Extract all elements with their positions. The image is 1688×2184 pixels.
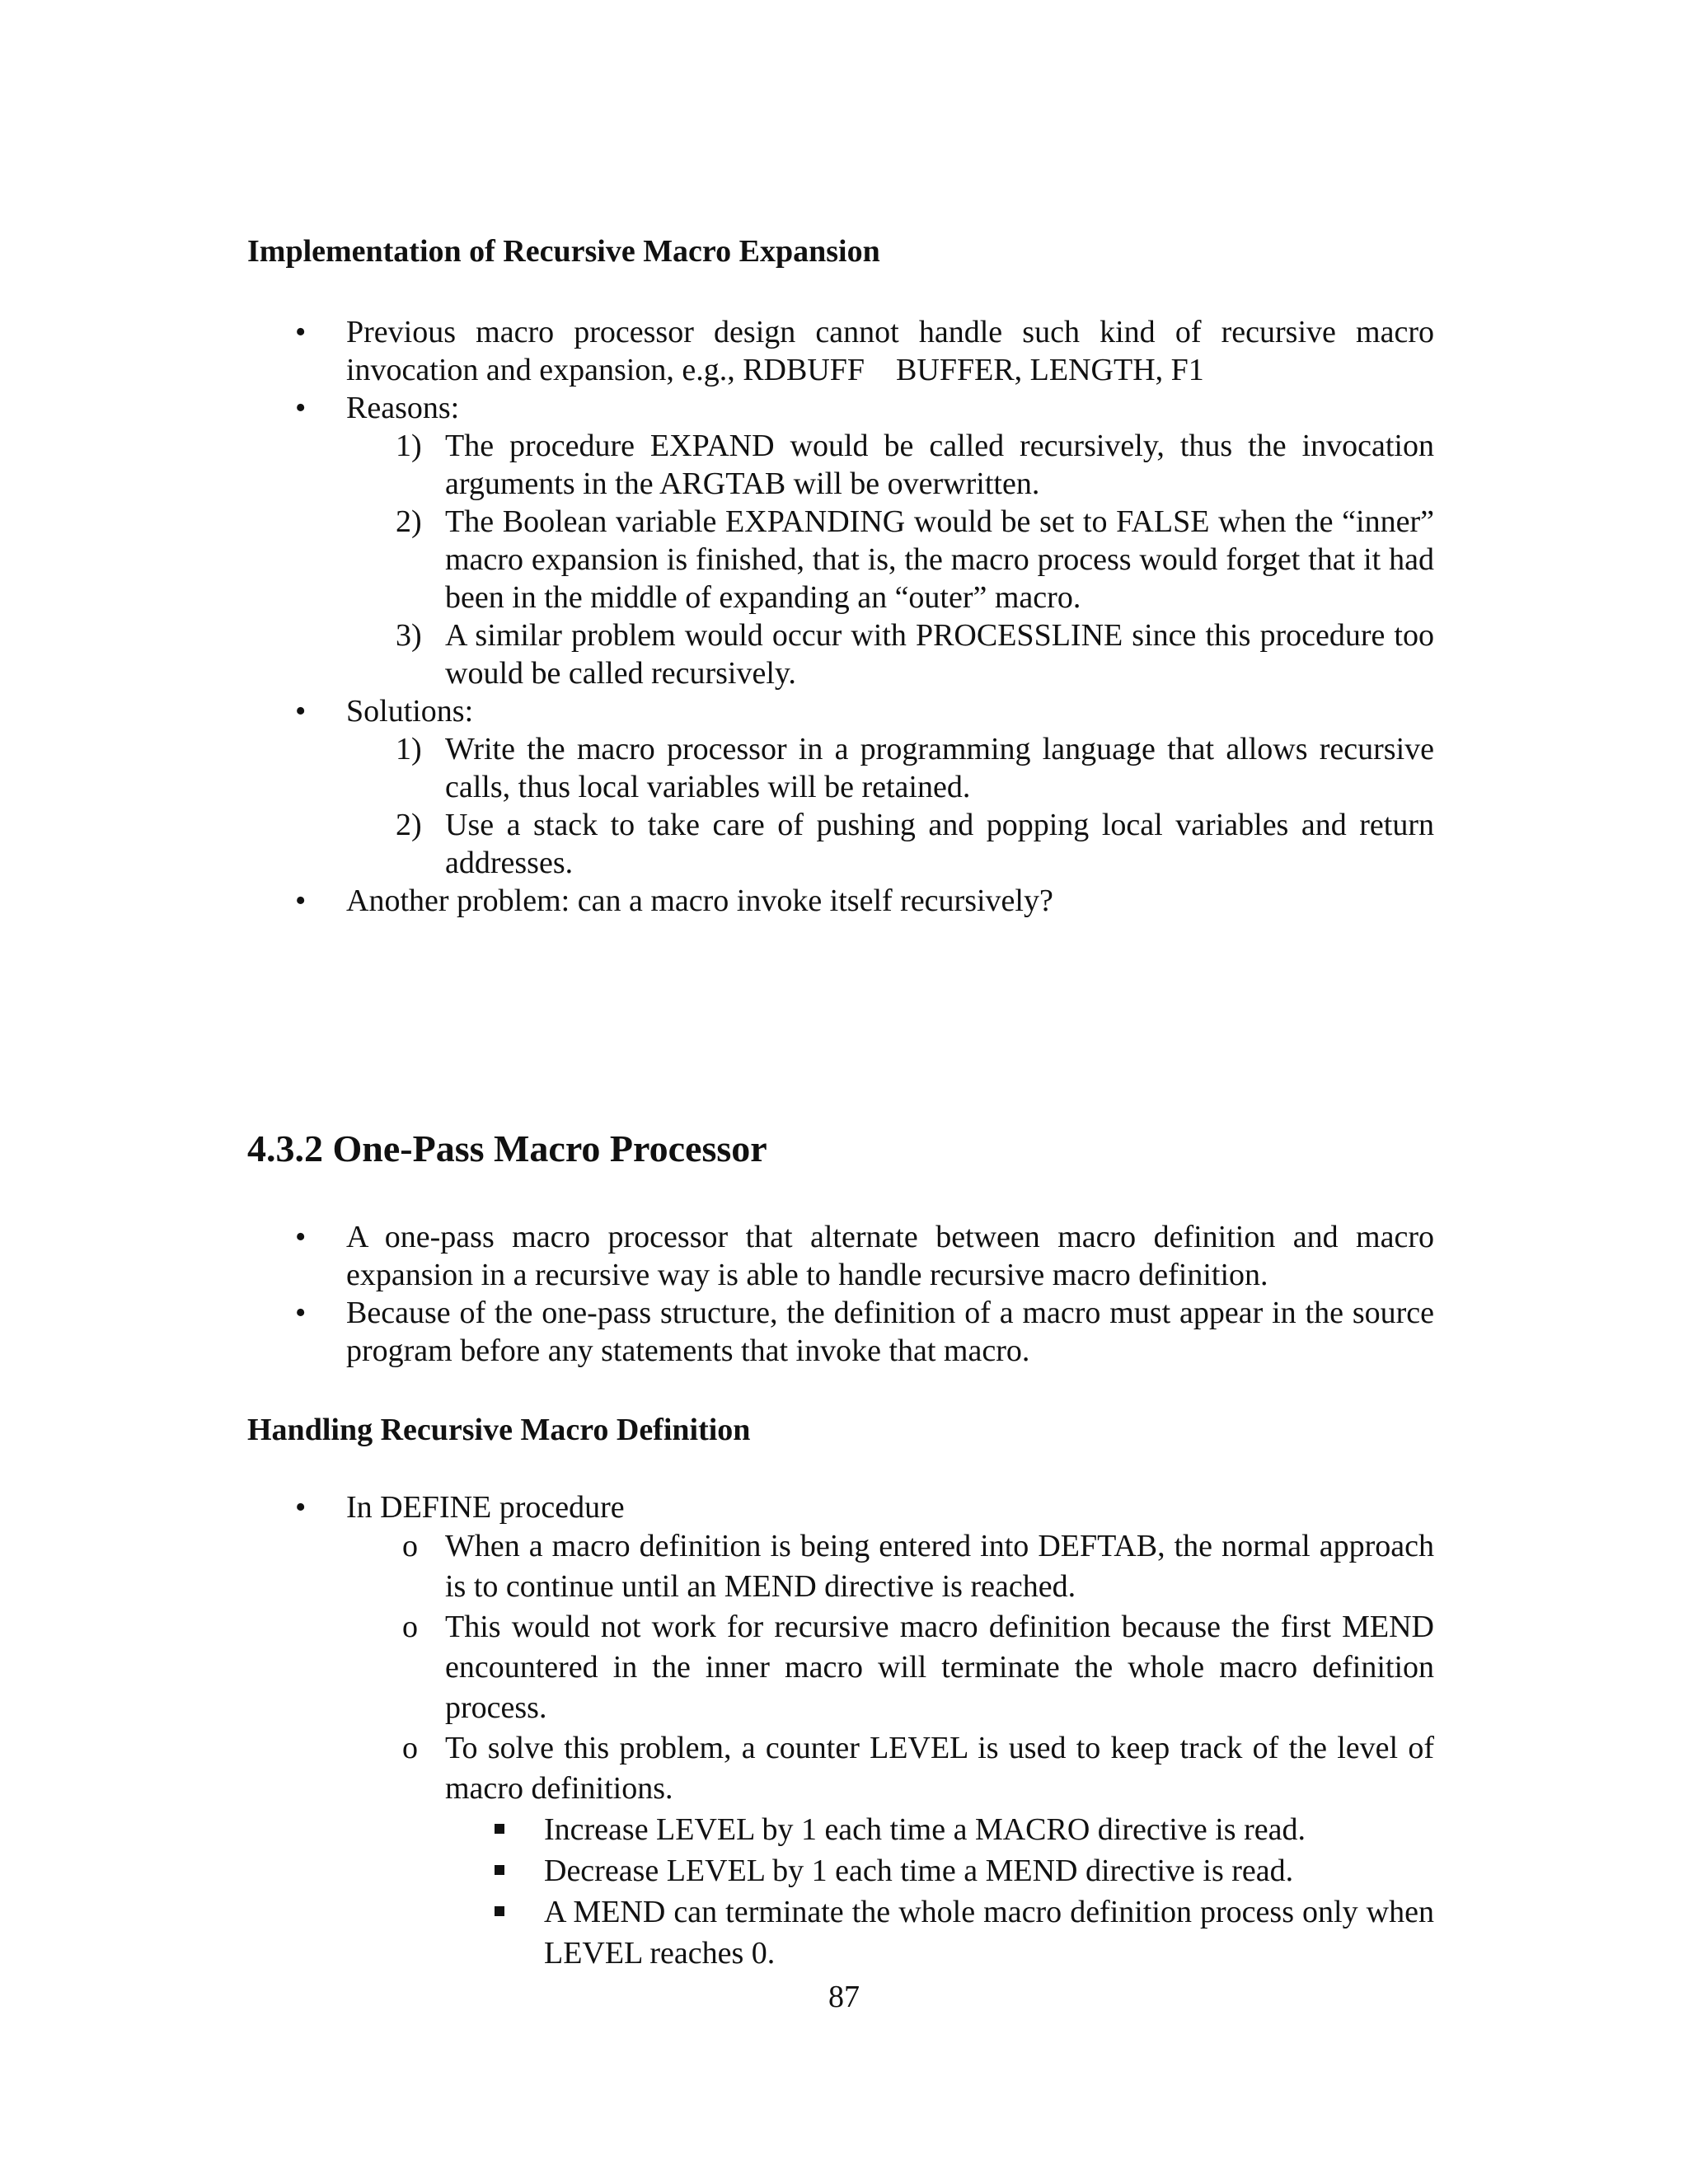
- list-item: [247, 692, 1434, 882]
- list-item: [346, 503, 1434, 616]
- list-item: [445, 1850, 1434, 1891]
- square-bullet-icon: [495, 1906, 504, 1916]
- bullet-icon: •: [295, 694, 307, 729]
- reasons-list: [346, 427, 1434, 692]
- level-rules-list: [445, 1809, 1434, 1974]
- list-item: [247, 1488, 1434, 1974]
- bullet-text: Reasons:: [346, 391, 460, 425]
- definition-bullet-list: [247, 1488, 1434, 1974]
- list-number: 3): [396, 618, 422, 653]
- bullet-text: Another problem: can a macro invoke itself recursively?: [346, 883, 1053, 918]
- bullet-text: Because of the one-pass structure, the definition of a macro must appear in the source program before any statements that invoke that macro.: [346, 1296, 1434, 1368]
- list-item-text: Write the macro processor in a programming language that allows recursive calls, thus local variables will be retained.: [445, 732, 1434, 804]
- list-item: [346, 1728, 1434, 1974]
- bullet-icon: •: [295, 1220, 307, 1254]
- bullet-text: Previous macro processor design cannot handle such kind of recursive macro invocation and expansion, e.g., RDBUFF BUFFER, LENGTH, F1: [346, 315, 1434, 387]
- list-item-text: The Boolean variable EXPANDING would be set to FALSE when the “inner” macro expansion is finished, that is, the macro process would forget that it had been in the middle of expanding an “outer” macro.: [445, 504, 1434, 615]
- list-item: [346, 730, 1434, 806]
- list-item: [247, 1218, 1434, 1294]
- list-item-text: Increase LEVEL by 1 each time a MACRO directive is read.: [544, 1812, 1306, 1847]
- bullet-icon: •: [295, 883, 307, 918]
- square-bullet-icon: [495, 1824, 504, 1834]
- list-item: [346, 427, 1434, 503]
- list-item-text: Decrease LEVEL by 1 each time a MEND directive is read.: [544, 1854, 1294, 1888]
- heading-recursive-macro-definition: Handling Recursive Macro Definition: [247, 1413, 751, 1447]
- list-number: 2): [396, 504, 422, 539]
- list-item-text: The procedure EXPAND would be called recursively, thus the invocation arguments in the ARGTAB will be overwritten.: [445, 429, 1434, 501]
- square-bullet-icon: [495, 1865, 504, 1875]
- list-item: [445, 1891, 1434, 1974]
- heading-recursive-macro-expansion: Implementation of Recursive Macro Expansion: [247, 234, 880, 269]
- list-item: [445, 1809, 1434, 1850]
- list-item-text: To solve this problem, a counter LEVEL is used to keep track of the level of macro definitions.: [445, 1731, 1434, 1806]
- list-item-text: A similar problem would occur with PROCESSLINE since this procedure too would be called recursively.: [445, 618, 1434, 691]
- list-item: [346, 806, 1434, 882]
- list-item: [247, 1294, 1434, 1370]
- section-title-one-pass-macro-processor: 4.3.2 One-Pass Macro Processor: [247, 1127, 767, 1169]
- list-item: [346, 1607, 1434, 1728]
- list-item: [247, 313, 1434, 389]
- bullet-text: In DEFINE procedure: [346, 1490, 625, 1525]
- list-item: [346, 616, 1434, 692]
- page-content: [247, 231, 1434, 1974]
- list-item-text: A MEND can terminate the whole macro definition process only when LEVEL reaches 0.: [544, 1895, 1434, 1971]
- list-item: [247, 882, 1434, 920]
- expansion-bullet-list: [247, 313, 1434, 920]
- circle-bullet-icon: o: [402, 1610, 418, 1644]
- circle-bullet-icon: o: [402, 1529, 418, 1563]
- one-pass-bullet-list: [247, 1218, 1434, 1370]
- bullet-icon: •: [295, 1296, 307, 1330]
- bullet-icon: •: [295, 315, 307, 349]
- list-item-text: Use a stack to take care of pushing and popping local variables and return addresses.: [445, 808, 1434, 880]
- list-number: 2): [396, 808, 422, 842]
- list-item: [346, 1526, 1434, 1607]
- define-procedure-sublist: [346, 1526, 1434, 1974]
- page-number: 87: [828, 1980, 860, 2014]
- list-number: 1): [396, 732, 422, 766]
- bullet-text: A one-pass macro processor that alternate between macro definition and macro expansion in a recursive way is able to handle recursive macro definition.: [346, 1220, 1434, 1292]
- bullet-text: Solutions:: [346, 694, 474, 729]
- list-number: 1): [396, 429, 422, 463]
- bullet-icon: •: [295, 391, 307, 425]
- list-item-text: This would not work for recursive macro definition because the first MEND encountered in the inner macro will terminate the whole macro definition process.: [445, 1610, 1434, 1725]
- circle-bullet-icon: o: [402, 1731, 418, 1765]
- solutions-list: [346, 730, 1434, 882]
- list-item: [247, 389, 1434, 692]
- list-item-text: When a macro definition is being entered into DEFTAB, the normal approach is to continue until an MEND directive is reached.: [445, 1529, 1434, 1604]
- bullet-icon: •: [295, 1490, 307, 1525]
